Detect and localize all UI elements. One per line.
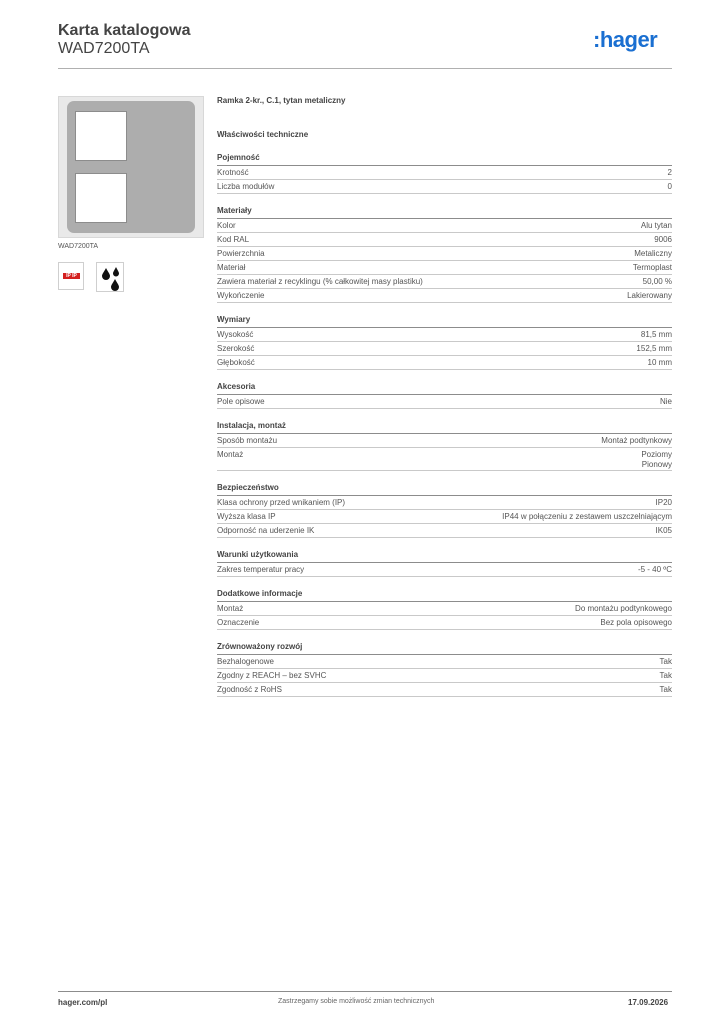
spec-row [217, 275, 672, 289]
spec-row [217, 219, 672, 233]
spec-row [217, 563, 672, 577]
spec-row [217, 683, 672, 697]
spec-row [217, 247, 672, 261]
spec-label: Kod RAL [217, 235, 250, 244]
spec-label: Kolor [217, 221, 236, 230]
document-title: Karta katalogowa [58, 22, 191, 39]
spec-section [217, 483, 672, 538]
spec-value: IK05 [655, 526, 672, 535]
spec-row [217, 434, 672, 448]
section-title: Warunki użytkowania [217, 550, 672, 563]
spec-label: Zgodny z REACH – bez SVHC [217, 671, 327, 680]
spec-row [217, 233, 672, 247]
technical-properties-heading: Właściwości techniczne [217, 130, 309, 139]
product-name: Ramka 2-kr., C.1, tytan metaliczny [217, 96, 346, 105]
spec-value: Termoplast [632, 263, 672, 272]
spec-label: Krotność [217, 168, 249, 177]
image-caption: WAD7200TA [58, 243, 99, 250]
spec-row [217, 496, 672, 510]
spec-label: Materiał [217, 263, 246, 272]
spec-value: IP44 w połączeniu z zestawem uszczelniającym [502, 512, 672, 521]
spec-section [217, 550, 672, 577]
spec-value: 2 [667, 168, 672, 177]
spec-value: -5 - 40 ºC [637, 565, 672, 574]
spec-section [217, 642, 672, 697]
spec-value: IP20 [655, 498, 672, 507]
spec-value: Montaż podtynkowy [601, 436, 672, 445]
spec-label: Wysokość [217, 330, 254, 339]
spec-section [217, 421, 672, 471]
hager-logo: :hager [593, 27, 658, 52]
footer-website: hager.com/pl [58, 998, 108, 1007]
section-title: Bezpieczeństwo [217, 483, 672, 496]
spec-label: Wyższa klasa IP [217, 512, 276, 521]
spec-row [217, 395, 672, 409]
spec-label: Zakres temperatur pracy [217, 565, 305, 574]
section-title: Materiały [217, 206, 672, 219]
spec-value: 10 mm [647, 358, 672, 367]
spec-label: Pole opisowe [217, 397, 265, 406]
spec-row [217, 616, 672, 630]
spec-value: 152,5 mm [636, 344, 672, 353]
spec-section [217, 153, 672, 194]
spec-row [217, 289, 672, 303]
spec-label: Szerokość [217, 344, 255, 353]
header-divider [58, 68, 672, 69]
footer-date: 17.09.2026 [628, 998, 669, 1007]
spec-value: Tak [659, 685, 672, 694]
spec-label: Powierzchnia [217, 249, 265, 258]
spec-label: Oznaczenie [217, 618, 260, 627]
spec-value: Tak [659, 671, 672, 680]
spec-row [217, 524, 672, 538]
spec-row [217, 356, 672, 370]
spec-value: 81,5 mm [640, 330, 672, 339]
spec-row [217, 180, 672, 194]
spec-label: Zgodność z RoHS [217, 685, 282, 694]
spec-label: Sposób montażu [217, 436, 278, 445]
section-title: Akcesoria [217, 382, 672, 395]
section-title: Wymiary [217, 315, 672, 328]
spec-value: Bez pola opisowego [600, 618, 672, 627]
spec-value: Alu tytan [640, 221, 672, 230]
ip-badge-label: IP IP [63, 273, 80, 279]
frame-opening-top [75, 111, 127, 161]
spec-label: Liczba modułów [217, 182, 275, 191]
spec-section [217, 589, 672, 630]
frame-opening-bottom [75, 173, 127, 223]
footer-disclaimer: Zastrzegamy sobie możliwość zmian technicznych [278, 998, 435, 1005]
spec-row [217, 655, 672, 669]
spec-section [217, 382, 672, 409]
spec-value: Do montażu podtynkowego [575, 604, 672, 613]
spec-value: Lakierowany [627, 291, 672, 300]
spec-section [217, 315, 672, 370]
frame-shape [67, 101, 195, 233]
ip-rating-icon [58, 262, 84, 290]
spec-row [217, 602, 672, 616]
spec-label: Montaż [217, 450, 244, 459]
section-title: Zrównoważony rozwój [217, 642, 672, 655]
spec-label: Głębokość [217, 358, 255, 367]
spec-label: Klasa ochrony przed wnikaniem (IP) [217, 498, 346, 507]
spec-value: 9006 [654, 235, 672, 244]
product-code: WAD7200TA [58, 40, 150, 57]
section-title: Instalacja, montaż [217, 421, 672, 434]
spec-row [217, 261, 672, 275]
spec-row [217, 510, 672, 524]
spec-row [217, 328, 672, 342]
spec-label: Wykończenie [217, 291, 265, 300]
spec-row [217, 342, 672, 356]
section-title: Dodatkowe informacje [217, 589, 672, 602]
product-image [58, 96, 204, 238]
spec-row [217, 166, 672, 180]
spec-label: Montaż [217, 604, 244, 613]
spec-value: 0 [667, 182, 672, 191]
footer-divider [58, 991, 672, 992]
spec-section [217, 206, 672, 303]
section-title: Pojemność [217, 153, 672, 166]
spec-label: Odporność na uderzenie IK [217, 526, 315, 535]
spec-value: Tak [659, 657, 672, 666]
water-drops-icon [96, 262, 124, 292]
specifications [217, 96, 672, 697]
spec-label: Bezhalogenowe [217, 657, 274, 666]
spec-value: Metaliczny [634, 249, 672, 258]
spec-row [217, 669, 672, 683]
spec-value: Poziomy Pionowy [641, 450, 672, 469]
spec-row [217, 448, 672, 471]
spec-value: Nie [659, 397, 672, 406]
spec-value: 50,00 % [642, 277, 672, 286]
spec-label: Zawiera materiał z recyklingu (% całkowitej masy plastiku) [217, 277, 423, 286]
spec-sections [217, 153, 672, 697]
